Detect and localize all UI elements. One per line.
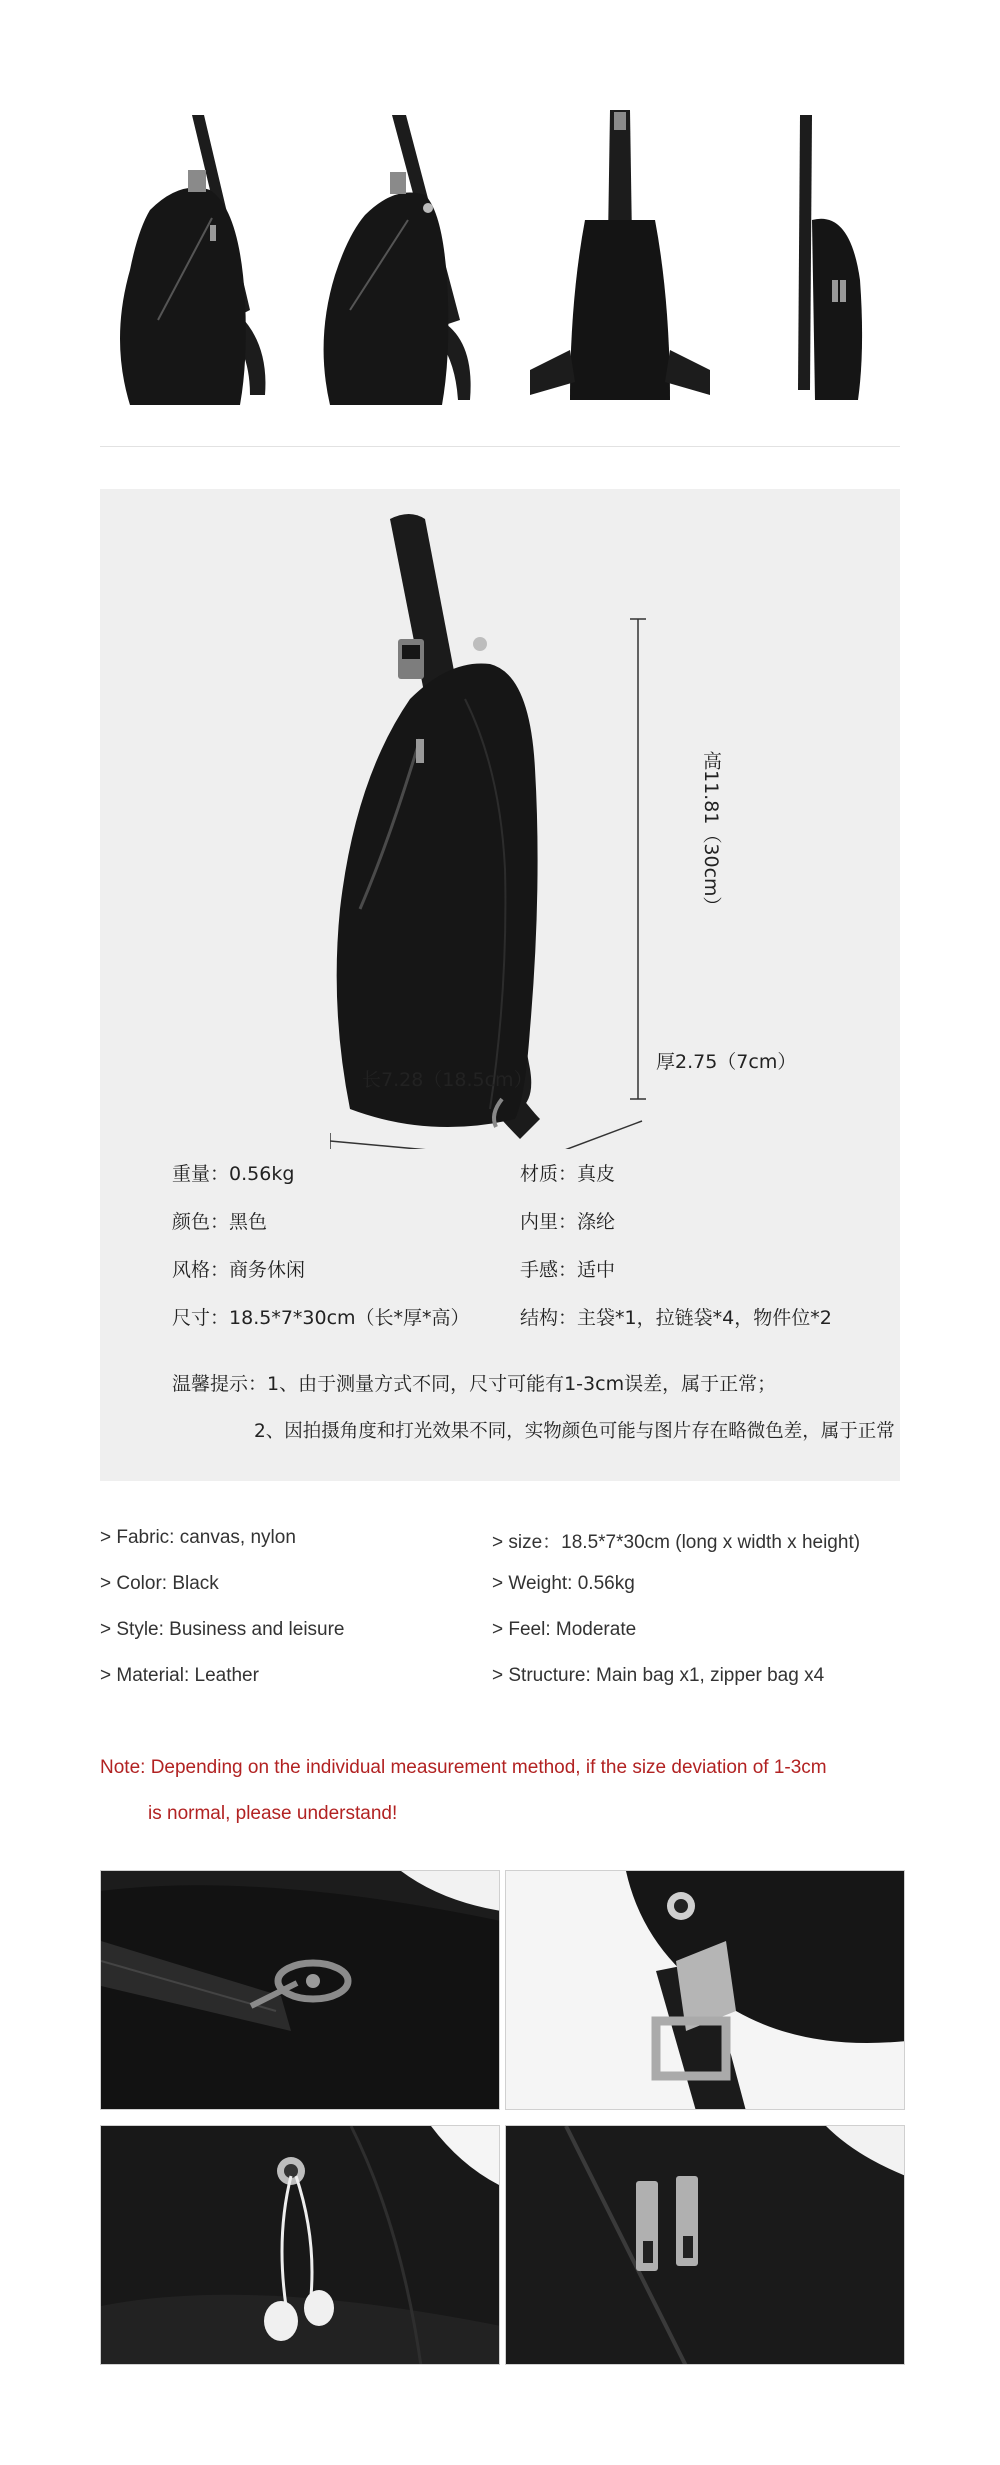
spec-weight: 重量：0.56kg: [172, 1163, 295, 1185]
en-spec-material: > Material: Leather: [100, 1665, 259, 1686]
en-spec-structure: > Structure: Main bag x1, zipper bag x4: [492, 1665, 825, 1686]
detail-photo-earphone-port: [100, 2125, 500, 2365]
spec-structure: 结构：主袋*1，拉链袋*4，物件位*2: [520, 1307, 832, 1329]
en-spec-style: > Style: Business and leisure: [100, 1619, 345, 1640]
height-dimension-label: 高11.81（30cm）: [700, 751, 722, 916]
spec-panel: [100, 489, 900, 1481]
length-dimension-label: 长7.28（18.5cm）: [362, 1069, 533, 1091]
spec-color: 颜色：黑色: [172, 1211, 268, 1233]
spec-size: 尺寸：18.5*7*30cm（长*厚*高）: [172, 1307, 470, 1329]
section-divider: [100, 446, 900, 447]
detail-photo-buckle: [505, 1870, 905, 2110]
spec-feel: 手感：适中: [520, 1259, 616, 1281]
note-line-2: is normal, please understand!: [148, 1803, 398, 1824]
en-spec-fabric: > Fabric: canvas, nylon: [100, 1527, 296, 1548]
spec-style: 风格：商务休闲: [172, 1259, 306, 1281]
note-line-1: Note: Depending on the individual measurement method, if the size deviation of 1-3cm: [100, 1757, 827, 1778]
en-spec-weight: > Weight: 0.56kg: [492, 1573, 635, 1594]
en-spec-color: > Color: Black: [100, 1573, 219, 1594]
thumbnail-back: [530, 100, 710, 410]
spec-material: 材质：真皮: [520, 1163, 616, 1185]
en-spec-feel: > Feel: Moderate: [492, 1619, 637, 1640]
en-spec-size: > size：18.5*7*30cm (long x width x height): [492, 1532, 861, 1553]
spec-lining: 内里：涤纶: [520, 1211, 616, 1233]
thickness-dimension-label: 厚2.75（7cm）: [656, 1051, 797, 1073]
thumbnail-front: [100, 100, 280, 410]
detail-photo-hook: [100, 1870, 500, 2110]
thumbnail-side: [740, 100, 920, 410]
tip-line-2: 2、因拍摄角度和打光效果不同，实物颜色可能与图片存在略微色差，属于正常: [254, 1421, 895, 1442]
detail-photo-zippers: [505, 2125, 905, 2365]
thumbnail-angle: [310, 100, 490, 410]
tip-line-1: 温馨提示：1、由于测量方式不同，尺寸可能有1-3cm误差，属于正常；: [172, 1373, 777, 1395]
